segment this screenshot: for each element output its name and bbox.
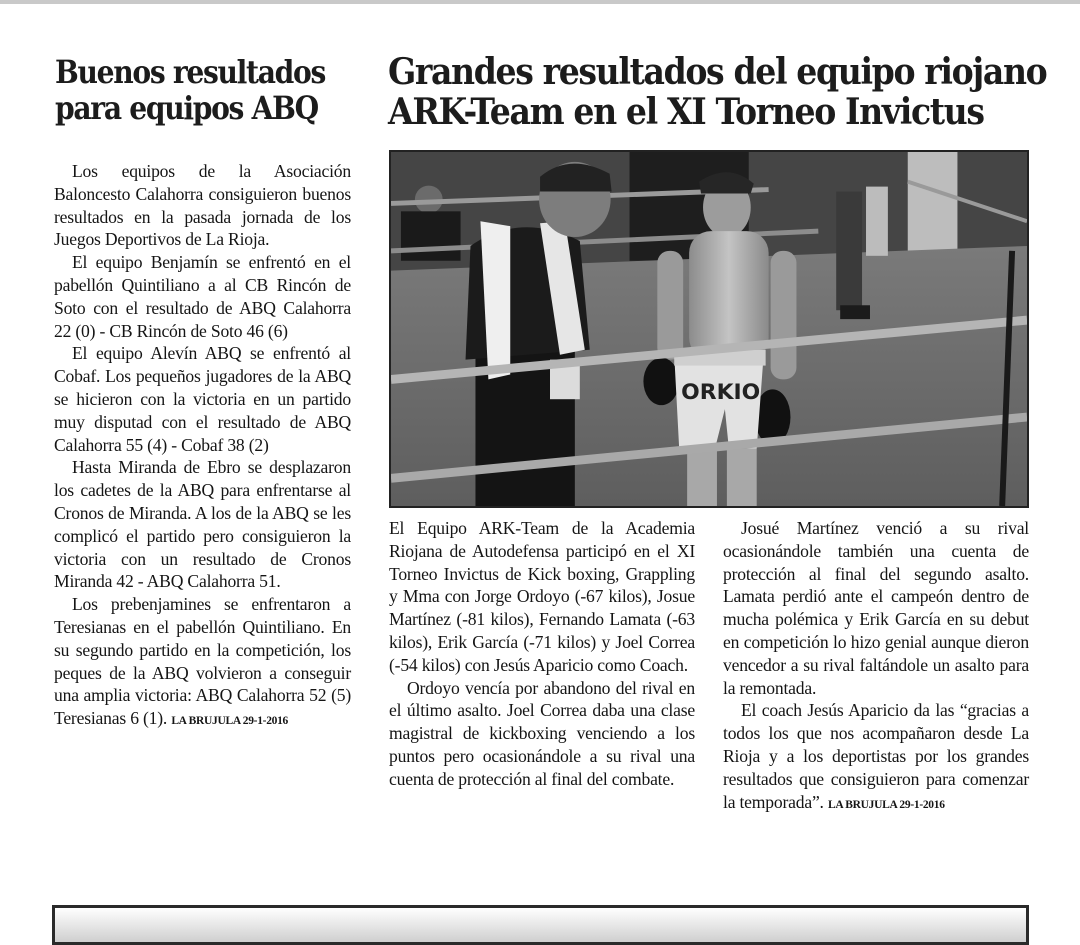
left-article-signature: LA BRUJULA 29-1-2016 [171, 715, 288, 728]
main-article-column-2 [723, 517, 1029, 816]
main-article-signature: LA BRUJULA 29-1-2016 [827, 798, 945, 811]
next-article-box [52, 905, 1029, 945]
top-rule [0, 0, 1080, 4]
left-article-headline [55, 53, 326, 127]
main-article-column-1 [389, 517, 695, 791]
left-paragraph-5 [54, 593, 351, 733]
left-paragraph-5-text: Los prebenjamines se enfrentaron a Teresianas en el pabellón Quintiliano. En su segundo partido en la competición, los peques de la ABQ volvieron a conseguir una amplia victoria: ABQ Calahorra 52 (5) Teresianas 6 (1). [54, 594, 351, 729]
main-col2-paragraph-1: Josué Martínez venció a su rival ocasionándole también una cuenta de protección al final del segundo asalto. Lamata perdió ante el campeón dentro de mucha polémica y Erik García en su debut en competición lo hizo genial aunque dieron vencedor a su rival faltándole un asalto para la remontada. [723, 518, 1029, 698]
left-paragraph-3: El equipo Alevín ABQ se enfrentó al Cobaf. Los pequeños jugadores de la ABQ se hicieron con la victoria en un partido muy disputad con el resultado de ABQ Calahorra 55 (4) - Cobaf 38 (2) [54, 343, 351, 455]
left-paragraph-2: El equipo Benjamín se enfrentó en el pabellón Quintiliano a al CB Rincón de Soto con el resultado de ABQ Calahorra 22 (0) - CB Rincón de Soto 46 (6) [54, 252, 351, 341]
photo-illustration [391, 152, 1027, 506]
main-col2-paragraph-2-text: El coach Jesús Aparicio da las “gracias a todos los que nos acompañaron desde La Rioja y a los deportistas por los grandes resultados que consiguieron para comenzar la temporada”. [723, 700, 1029, 812]
background-fighter [836, 192, 862, 311]
main-headline-line-2: ARK-Team en el XI Torneo Invictus [388, 91, 984, 134]
left-paragraph-1: Los equipos de la Asociación Baloncesto Calahorra consiguieron buenos resultados en la pasada jornada de los Juegos Deportivos de La Rioja. [54, 161, 351, 250]
kickboxing-photo [389, 150, 1029, 508]
main-col2-paragraph-2 [723, 699, 1029, 816]
main-article-headline [388, 51, 1047, 134]
main-col1-paragraph-1: El Equipo ARK-Team de la Academia Riojana de Autodefensa participó en el XI Torneo Invictus de Kick boxing, Grappling y Mma con Jorge Ordoyo (-67 kilos), Josue Martínez (-81 kilos), Fernando Lamata (-63 kilos), Erik García (-71 kilos) y Joel Correa (-54 kilos) con Jesús Aparicio como Coach. [389, 518, 695, 675]
shorts-label: ORKIO [681, 380, 761, 406]
left-headline-line-2: para equipos ABQ [55, 88, 318, 127]
main-headline-line-1: Grandes resultados del equipo riojano [388, 51, 1047, 93]
left-paragraph-4: Hasta Miranda de Ebro se desplazaron los cadetes de la ABQ para enfrentarse al Cronos de Miranda. A los de la ABQ se les complicó el partido pero consiguieron la victoria con un resultado de Cronos Miranda 42 - ABQ Calahorra 51. [54, 457, 351, 592]
left-article-body [54, 160, 351, 733]
left-headline-line-1: Buenos resultados [55, 53, 326, 91]
main-col1-paragraph-2: Ordoyo vencía por abandono del rival en el último asalto. Joel Correa daba una clase magistral de kickboxing venciendo a los puntos pero ocasionándole a su rival una cuenta de protección al final del combate. [389, 677, 695, 789]
